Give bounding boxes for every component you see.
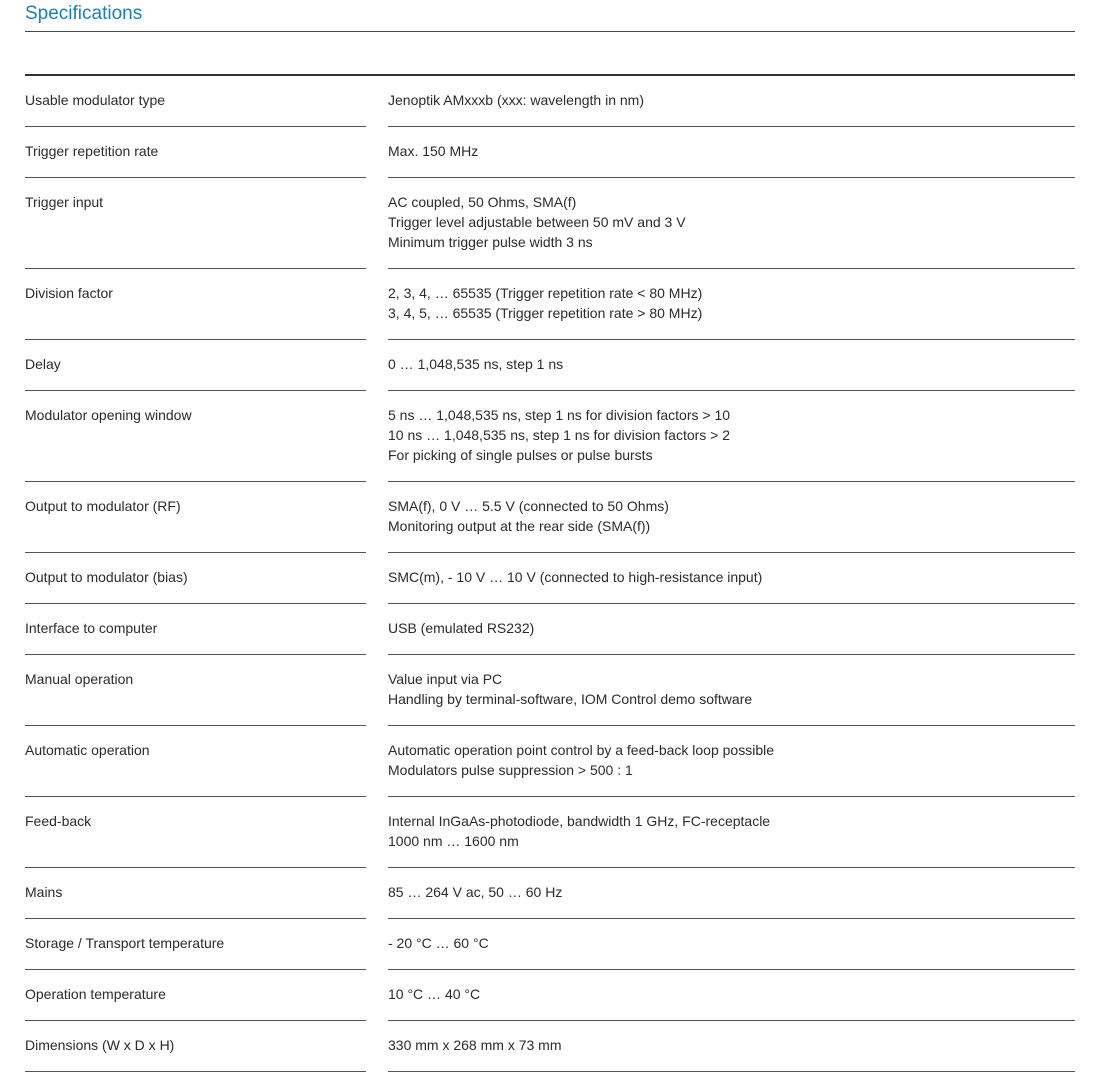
spec-value-cell xyxy=(388,655,1075,726)
column-gap xyxy=(366,178,388,269)
table-row xyxy=(25,269,1075,340)
table-row xyxy=(25,178,1075,269)
spec-label-cell xyxy=(25,340,366,391)
spec-label-cell xyxy=(25,269,366,340)
table-row xyxy=(25,75,1075,127)
spec-value-cell xyxy=(388,919,1075,970)
spec-value-line: 5 ns … 1,048,535 ns, step 1 ns for division factors > 10 xyxy=(388,407,731,423)
spec-label: Output to modulator (RF) xyxy=(25,498,181,514)
spec-value-cell xyxy=(388,75,1075,127)
spec-value-line: Handling by terminal-software, IOM Control demo software xyxy=(388,691,753,707)
table-row xyxy=(25,391,1075,482)
spec-value-line: 2, 3, 4, … 65535 (Trigger repetition rate < 80 MHz) xyxy=(388,285,703,301)
table-row xyxy=(25,970,1075,1021)
spec-value-cell xyxy=(388,340,1075,391)
column-gap xyxy=(366,919,388,970)
spec-label-cell xyxy=(25,482,366,553)
column-gap xyxy=(366,127,388,178)
spec-label-cell xyxy=(25,553,366,604)
column-gap xyxy=(366,1021,388,1072)
spec-value-line: 10 °C … 40 °C xyxy=(388,986,481,1002)
spec-value-cell xyxy=(388,391,1075,482)
column-gap xyxy=(366,655,388,726)
spec-value-line: Value input via PC xyxy=(388,671,503,687)
spec-label-cell xyxy=(25,919,366,970)
spec-label: Modulator opening window xyxy=(25,407,192,423)
spec-label: Operation temperature xyxy=(25,986,166,1002)
spec-value-line: Jenoptik AMxxxb (xxx: wavelength in nm) xyxy=(388,92,644,108)
spec-label-cell xyxy=(25,868,366,919)
spec-value-cell xyxy=(388,726,1075,797)
title-divider xyxy=(25,31,1075,32)
spec-value-cell xyxy=(388,797,1075,868)
column-gap xyxy=(366,553,388,604)
spec-value-cell xyxy=(388,604,1075,655)
column-gap xyxy=(366,604,388,655)
spec-value-line: 330 mm x 268 mm x 73 mm xyxy=(388,1037,562,1053)
spec-label-cell xyxy=(25,178,366,269)
spec-label-cell xyxy=(25,75,366,127)
table-row xyxy=(25,340,1075,391)
column-gap xyxy=(366,269,388,340)
spec-value-cell xyxy=(388,553,1075,604)
table-row xyxy=(25,482,1075,553)
column-gap xyxy=(366,970,388,1021)
spec-value-line: Trigger level adjustable between 50 mV and 3 V xyxy=(388,214,686,230)
table-row xyxy=(25,127,1075,178)
spec-label: Dimensions (W x D x H) xyxy=(25,1037,175,1053)
spec-value-line: 3, 4, 5, … 65535 (Trigger repetition rate > 80 MHz) xyxy=(388,305,703,321)
spec-value-line: Automatic operation point control by a feed-back loop possible xyxy=(388,742,775,758)
specifications-table-body xyxy=(25,75,1075,1072)
spec-label: Feed-back xyxy=(25,813,92,829)
spec-label-cell xyxy=(25,127,366,178)
spec-value-line: Monitoring output at the rear side (SMA(f)) xyxy=(388,518,651,534)
specifications-table xyxy=(25,74,1075,1072)
spec-label-cell xyxy=(25,655,366,726)
spec-value-cell xyxy=(388,868,1075,919)
spec-value-cell xyxy=(388,1021,1075,1072)
spec-label-cell xyxy=(25,726,366,797)
table-row xyxy=(25,604,1075,655)
table-row xyxy=(25,1021,1075,1072)
spec-value-line: 85 … 264 V ac, 50 … 60 Hz xyxy=(388,884,563,900)
spec-value-cell xyxy=(388,178,1075,269)
spec-value-line: Max. 150 MHz xyxy=(388,143,479,159)
spec-label-cell xyxy=(25,1021,366,1072)
spec-value-line: AC coupled, 50 Ohms, SMA(f) xyxy=(388,194,577,210)
table-row xyxy=(25,919,1075,970)
table-row xyxy=(25,868,1075,919)
spec-label: Trigger input xyxy=(25,194,104,210)
spec-label: Usable modulator type xyxy=(25,92,166,108)
table-row xyxy=(25,655,1075,726)
spec-value-line: - 20 °C … 60 °C xyxy=(388,935,489,951)
spec-value-line: Internal InGaAs-photodiode, bandwidth 1 GHz, FC-receptacle xyxy=(388,813,771,829)
spec-label: Mains xyxy=(25,884,63,900)
spec-label: Manual operation xyxy=(25,671,134,687)
spec-label: Interface to computer xyxy=(25,620,158,636)
spec-label: Delay xyxy=(25,356,61,372)
spec-value-line: 0 … 1,048,535 ns, step 1 ns xyxy=(388,356,564,372)
spec-label-cell xyxy=(25,797,366,868)
spec-value-line: SMA(f), 0 V … 5.5 V (connected to 50 Ohms) xyxy=(388,498,669,514)
spec-label: Automatic operation xyxy=(25,742,150,758)
spec-value-line: USB (emulated RS232) xyxy=(388,620,535,636)
spec-value-line: SMC(m), - 10 V … 10 V (connected to high-resistance input) xyxy=(388,569,763,585)
spec-label: Storage / Transport temperature xyxy=(25,935,225,951)
table-row xyxy=(25,726,1075,797)
spec-value-line: Minimum trigger pulse width 3 ns xyxy=(388,234,593,250)
spec-label: Output to modulator (bias) xyxy=(25,569,188,585)
column-gap xyxy=(366,726,388,797)
page-title: Specifications xyxy=(25,3,143,24)
spec-label-cell xyxy=(25,604,366,655)
column-gap xyxy=(366,868,388,919)
spec-value-cell xyxy=(388,127,1075,178)
spec-value-line: Modulators pulse suppression > 500 : 1 xyxy=(388,762,633,778)
spec-label: Trigger repetition rate xyxy=(25,143,159,159)
spec-value-line: 10 ns … 1,048,535 ns, step 1 ns for division factors > 2 xyxy=(388,427,731,443)
column-gap xyxy=(366,482,388,553)
column-gap xyxy=(366,797,388,868)
column-gap xyxy=(366,75,388,127)
column-gap xyxy=(366,340,388,391)
spec-label: Division factor xyxy=(25,285,113,301)
spec-label-cell xyxy=(25,391,366,482)
spec-value-line: For picking of single pulses or pulse bursts xyxy=(388,447,653,463)
column-gap xyxy=(366,391,388,482)
spec-value-cell xyxy=(388,269,1075,340)
table-row xyxy=(25,553,1075,604)
spec-value-cell xyxy=(388,482,1075,553)
spec-value-cell xyxy=(388,970,1075,1021)
spec-label-cell xyxy=(25,970,366,1021)
spec-value-line: 1000 nm … 1600 nm xyxy=(388,833,519,849)
table-row xyxy=(25,797,1075,868)
